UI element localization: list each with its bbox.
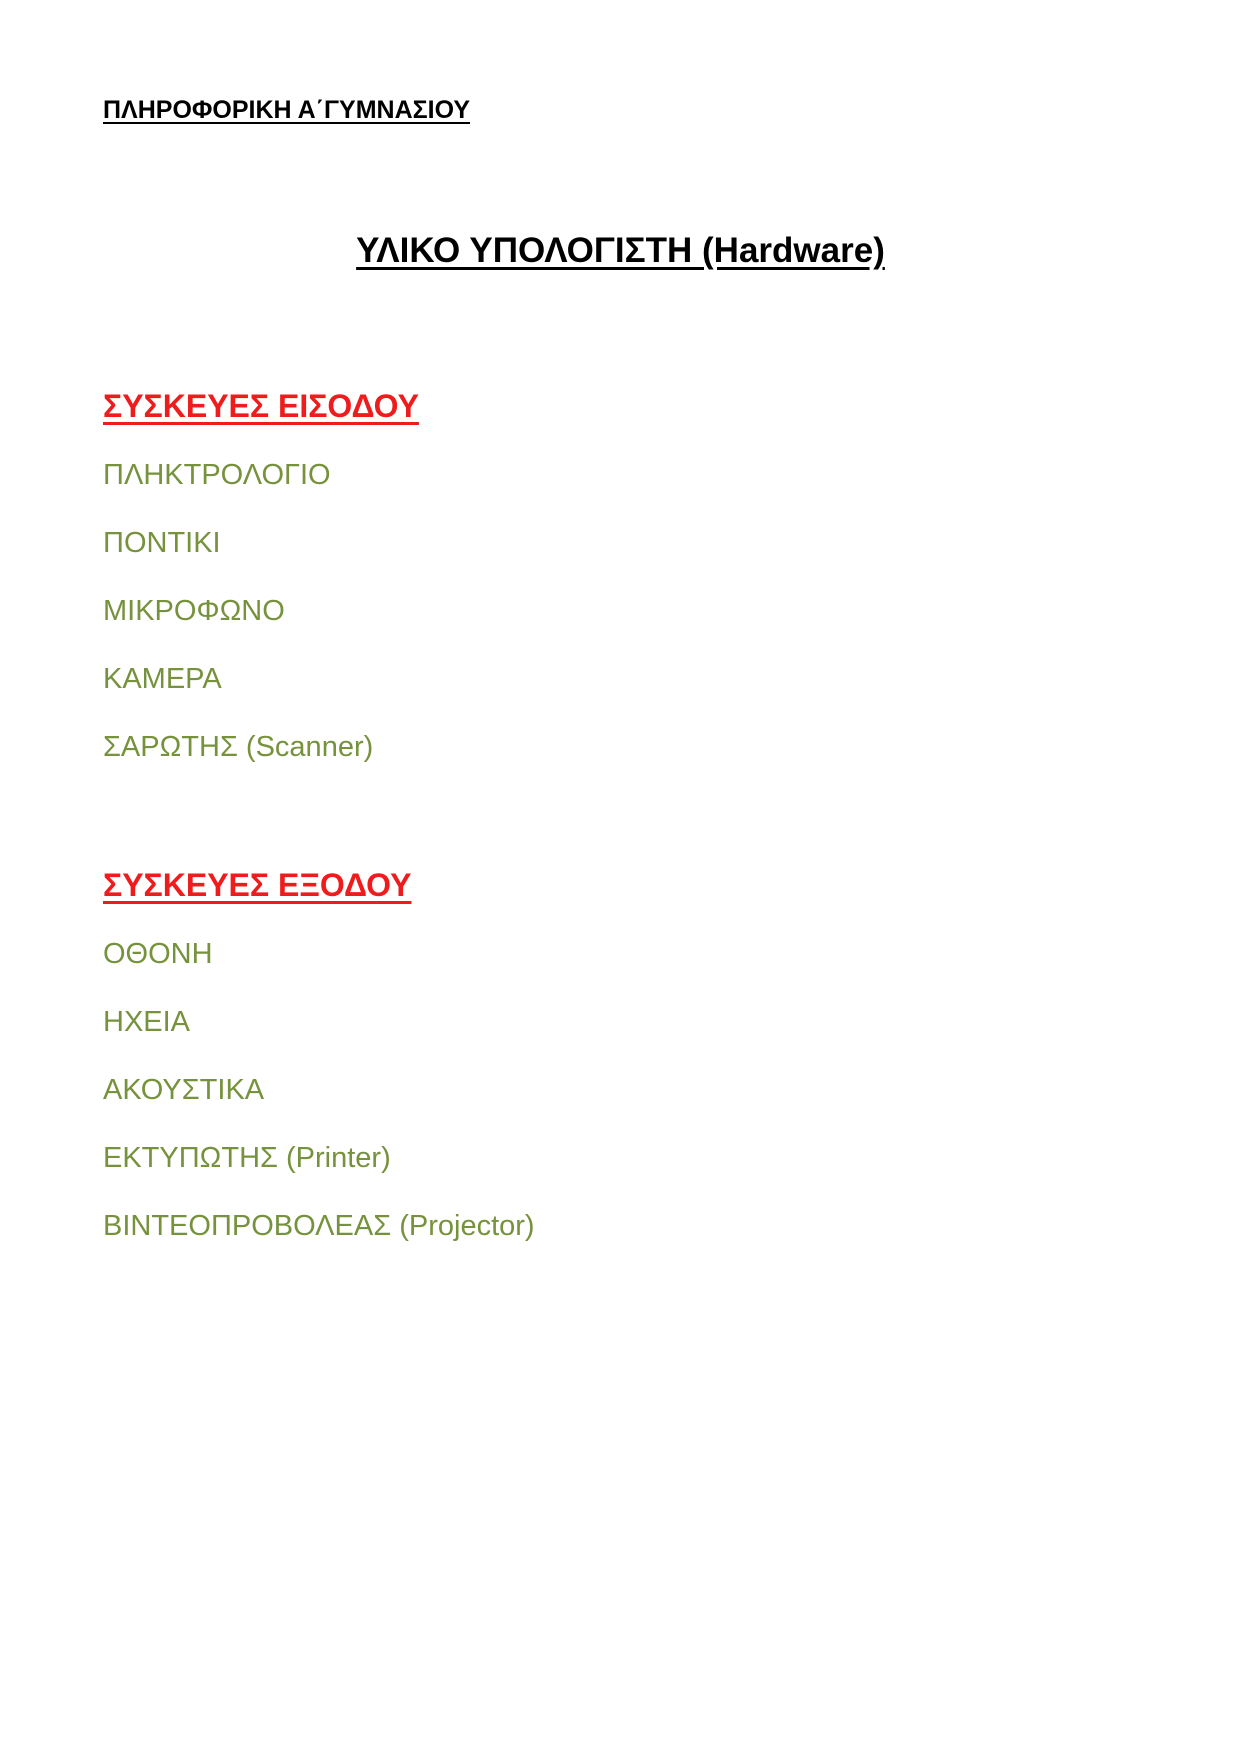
list-item: ΑΚΟΥΣΤΙΚΑ [103,1074,265,1106]
list-item: ΟΘΟΝΗ [103,938,213,970]
document-header: ΠΛΗΡΟΦΟΡΙΚΗ Α΄ΓΥΜΝΑΣΙΟΥ [103,96,471,124]
list-item: ΠΟΝΤΙΚΙ [103,527,221,559]
section-heading-output-devices: ΣΥΣΚΕΥΕΣ ΕΞΟΔΟΥ [103,867,412,903]
list-item: ΗΧΕΙΑ [103,1006,191,1038]
section-heading-input-devices: ΣΥΣΚΕΥΕΣ ΕΙΣΟΔΟΥ [103,388,419,424]
output-devices-list [103,937,535,1277]
list-item: ΠΛΗΚΤΡΟΛΟΓΙΟ [103,459,331,491]
list-item: ΜΙΚΡΟΦΩΝΟ [103,595,285,627]
list-item: ΕΚΤΥΠΩΤΗΣ (Printer) [103,1142,391,1174]
document-title: ΥΛΙΚΟ ΥΠΟΛΟΓΙΣΤΗ (Hardware) [356,231,885,270]
input-devices-list [103,458,373,798]
list-item: ΚΑΜΕΡΑ [103,663,222,695]
list-item: ΣΑΡΩΤΗΣ (Scanner) [103,731,374,763]
list-item: ΒΙΝΤΕΟΠΡΟΒΟΛΕΑΣ (Projector) [103,1210,535,1242]
